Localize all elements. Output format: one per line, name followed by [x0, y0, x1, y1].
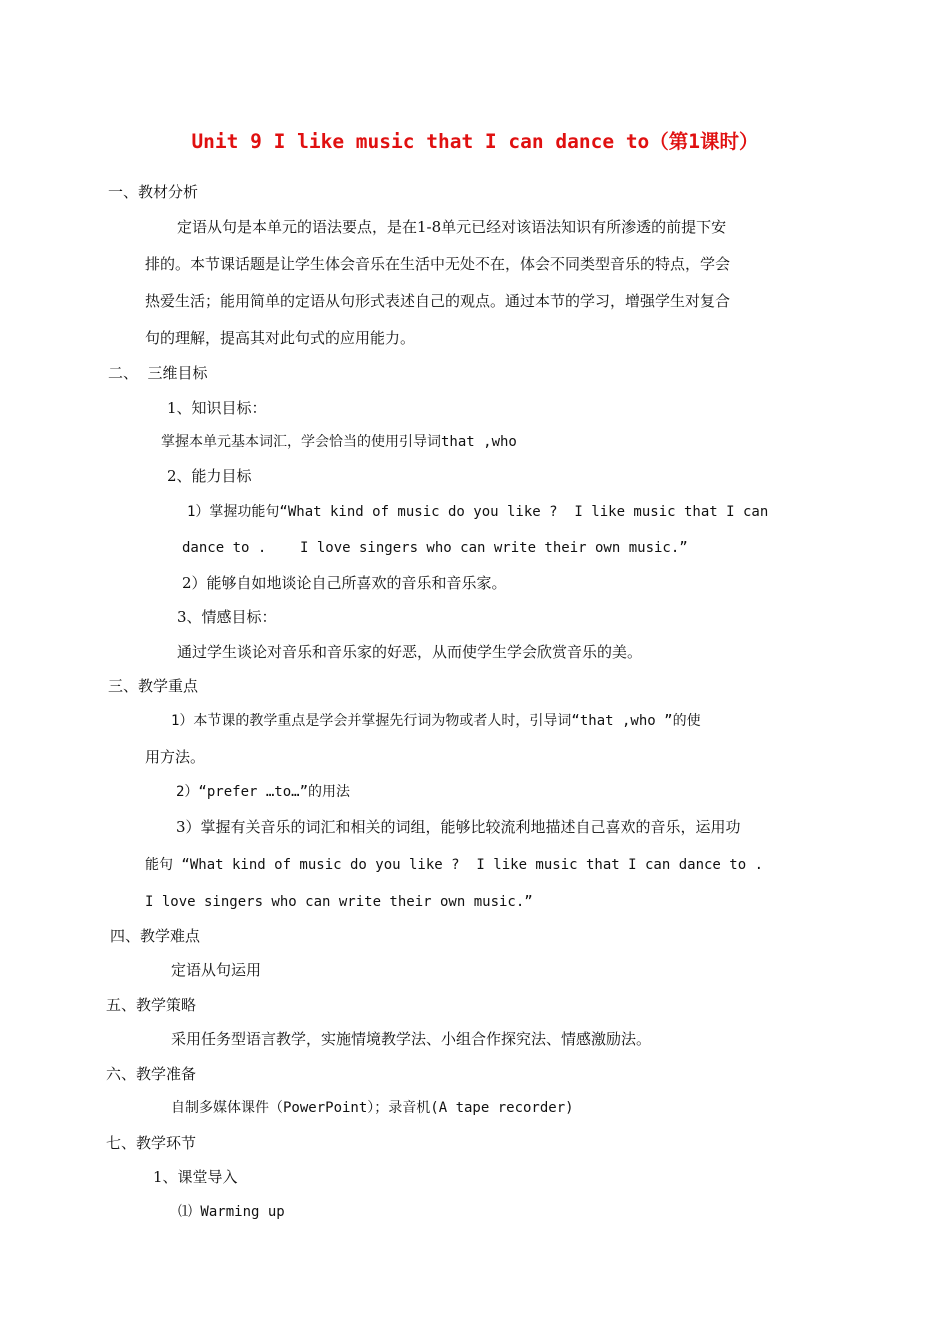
- emotion-goal-text: 通过学生谈论对音乐和音乐家的好恶，从而使学生学会欣赏音乐的美。: [177, 643, 643, 661]
- emotion-goal-title: 3、情感目标：: [177, 608, 277, 626]
- section-4-text: 定语从句运用: [171, 961, 262, 979]
- section-1-line-1: 定语从句是本单元的语法要点，是在1-8单元已经对该语法知识有所渗透的前提下安: [177, 218, 727, 236]
- knowledge-goal-title: 1、知识目标：: [167, 399, 267, 417]
- key-point-3-line-2: 能句 “What kind of music do you like ? I like music that I can dance to .: [145, 857, 764, 873]
- ability-goal-title: 2、能力目标: [167, 467, 252, 485]
- section-1-line-3: 热爱生活；能用简单的定语从句形式表述自己的观点。通过本节的学习，增强学生对复合: [145, 292, 731, 310]
- key-point-3-line-1: 3）掌握有关音乐的词汇和相关的词组，能够比较流利地描述自己喜欢的音乐，运用功: [176, 818, 741, 836]
- section-1-line-2: 排的。本节课话题是让学生体会音乐在生活中无处不在，体会不同类型音乐的特点，学会: [145, 255, 731, 273]
- section-2-heading: 二、 三维目标: [108, 364, 208, 382]
- document-title: Unit 9 I like music that I can dance to（第1课时）: [191, 130, 759, 153]
- key-point-1-line-1: 1）本节课的教学重点是学会并掌握先行词为物或者人时，引导词“that ,who ”的使: [171, 713, 701, 729]
- ability-goal-2: 2）能够自如地谈论自己所喜欢的音乐和音乐家。: [182, 574, 507, 592]
- section-1-heading: 一、教材分析: [108, 183, 199, 201]
- section-4-heading: 四、教学难点: [110, 927, 201, 945]
- key-point-2: 2）“prefer …to…”的用法: [176, 784, 351, 800]
- section-6-heading: 六、教学准备: [106, 1065, 197, 1083]
- ability-goal-1-line-1: 1）掌握功能句“What kind of music do you like ? I like music that I can: [187, 504, 769, 520]
- ability-goal-1-line-2: dance to . I love singers who can write their own music.”: [182, 540, 688, 556]
- section-5-heading: 五、教学策略: [106, 996, 197, 1014]
- section-7-sub-1a: ⑴ Warming up: [178, 1204, 285, 1220]
- section-6-text: 自制多媒体课件（PowerPoint）；录音机(A tape recorder): [171, 1100, 574, 1116]
- section-7-heading: 七、教学环节: [106, 1134, 197, 1152]
- knowledge-goal-text: 掌握本单元基本词汇，学会恰当的使用引导词that ,who: [161, 434, 517, 450]
- section-1-line-4: 句的理解，提高其对此句式的应用能力。: [145, 329, 416, 347]
- key-point-3-line-3: I love singers who can write their own music.”: [145, 894, 533, 910]
- section-7-sub-1: 1、课堂导入: [153, 1168, 238, 1186]
- section-5-text: 采用任务型语言教学，实施情境教学法、小组合作探究法、情感激励法。: [171, 1030, 652, 1048]
- section-3-heading: 三、教学重点: [108, 677, 199, 695]
- key-point-1-line-2: 用方法。: [145, 748, 206, 766]
